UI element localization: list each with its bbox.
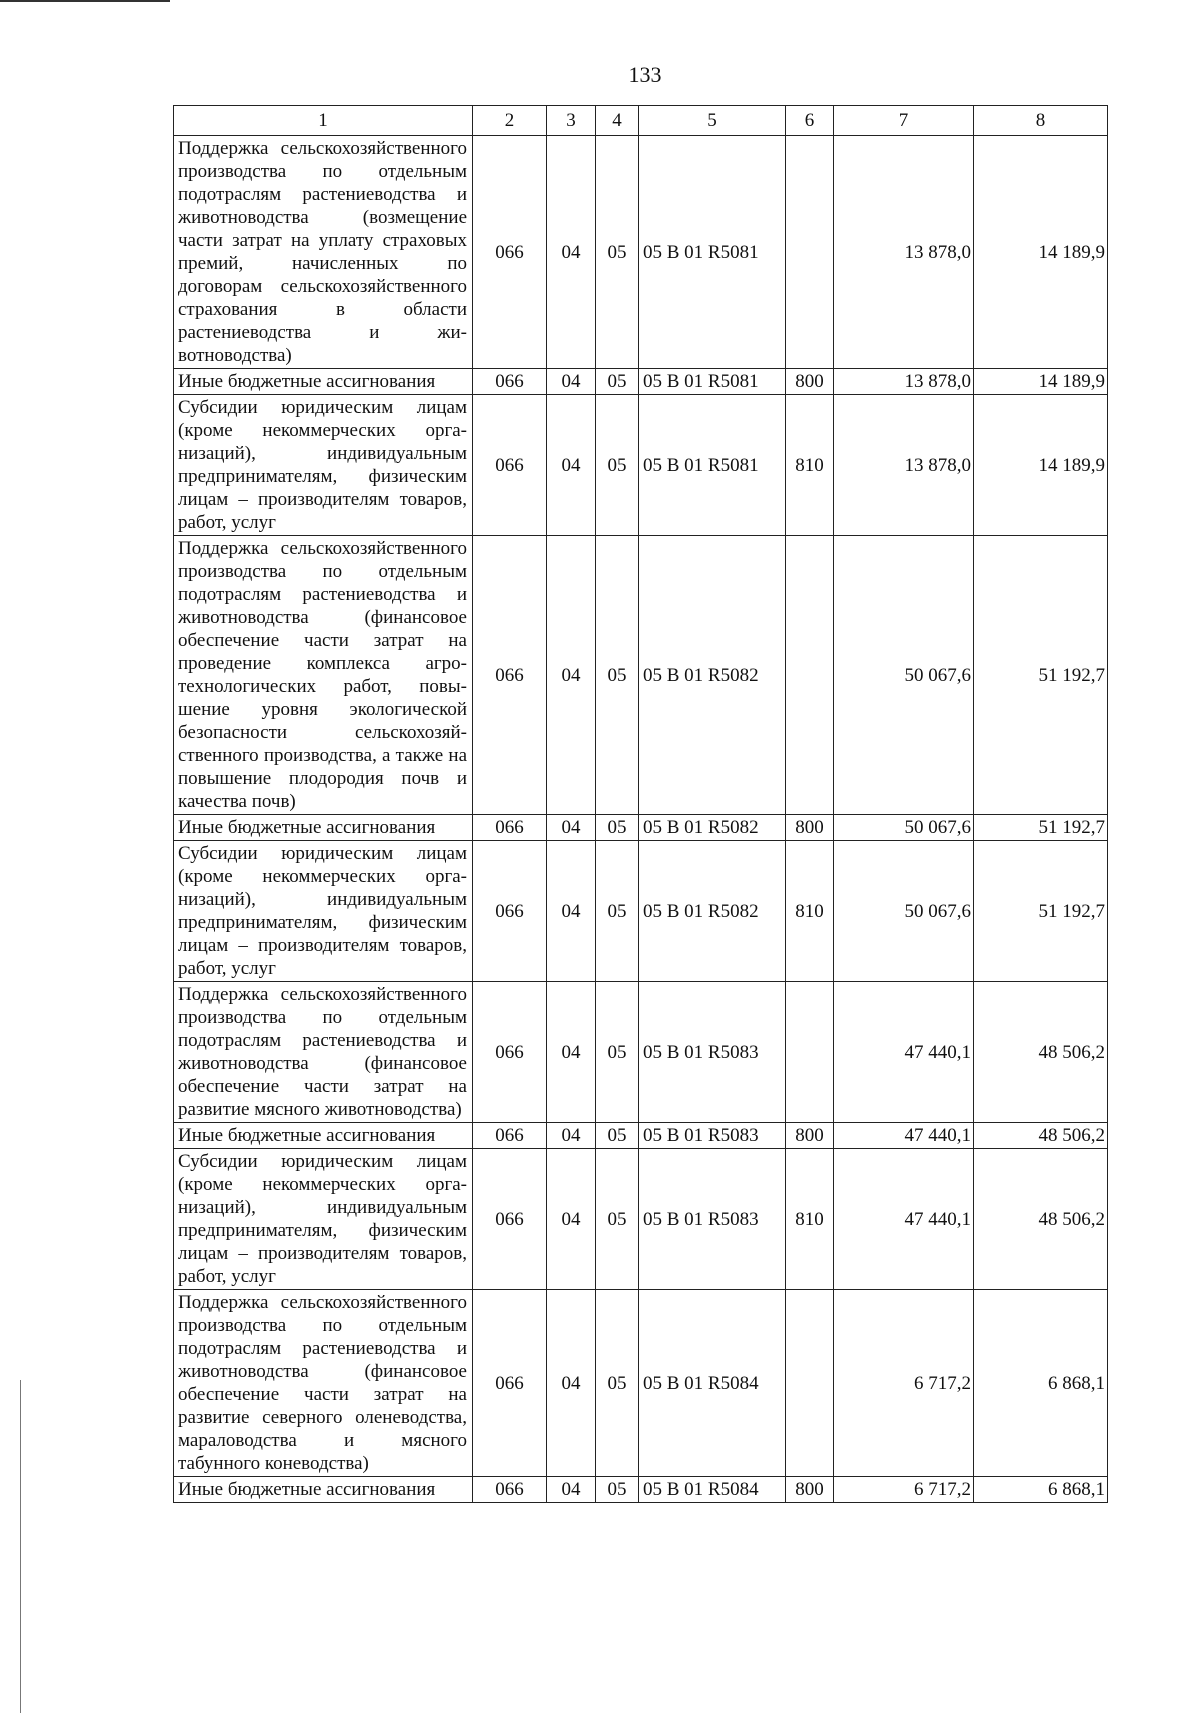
- table-row: [174, 815, 1108, 841]
- row-target-article-code: 05 В 01 R5083: [639, 1123, 786, 1149]
- page-number: 133: [628, 62, 662, 87]
- table-header: [174, 106, 1108, 136]
- row-expense-type-code: 800: [786, 1477, 834, 1503]
- row-target-article-code: 05 В 01 R5084: [639, 1290, 786, 1477]
- row-expense-type-code: [786, 536, 834, 815]
- row-section-code: 04: [547, 136, 596, 369]
- header-col-2: 2: [473, 106, 547, 136]
- row-ministry-code: 066: [473, 841, 547, 982]
- row-section-code: 04: [547, 536, 596, 815]
- row-amount-year-2: 14 189,9: [974, 395, 1108, 536]
- header-row: [174, 106, 1108, 136]
- row-amount-year-2: 14 189,9: [974, 136, 1108, 369]
- row-amount-year-1: 47 440,1: [834, 1123, 974, 1149]
- row-section-code: 04: [547, 1290, 596, 1477]
- row-ministry-code: 066: [473, 369, 547, 395]
- row-target-article-code: 05 В 01 R5082: [639, 536, 786, 815]
- row-subsection-code: 05: [596, 136, 639, 369]
- row-description: Иные бюджетные ассигнования: [174, 815, 473, 841]
- row-amount-year-2: 48 506,2: [974, 1123, 1108, 1149]
- row-section-code: 04: [547, 369, 596, 395]
- row-amount-year-2: 6 868,1: [974, 1290, 1108, 1477]
- budget-table-container: [173, 105, 1108, 1503]
- budget-table: [173, 105, 1108, 1503]
- row-subsection-code: 05: [596, 982, 639, 1123]
- row-description: Субсидии юридическим лицам (кроме некоммерческих организаций), индивидуальным предпринимателям, физическим лицам – производителям товаров, работ, услуг: [174, 395, 473, 536]
- row-expense-type-code: 810: [786, 841, 834, 982]
- row-ministry-code: 066: [473, 136, 547, 369]
- row-subsection-code: 05: [596, 1149, 639, 1290]
- row-ministry-code: 066: [473, 1123, 547, 1149]
- row-ministry-code: 066: [473, 1477, 547, 1503]
- row-target-article-code: 05 В 01 R5083: [639, 982, 786, 1123]
- table-row: [174, 536, 1108, 815]
- row-amount-year-1: 13 878,0: [834, 395, 974, 536]
- row-amount-year-2: 48 506,2: [974, 982, 1108, 1123]
- row-expense-type-code: 810: [786, 1149, 834, 1290]
- row-description: Поддержка сельскохозяйственного производства по отдельным подотраслям растениеводства и животноводства (финансовое обеспечение части затрат на развитие мясного животноводства): [174, 982, 473, 1123]
- row-section-code: 04: [547, 982, 596, 1123]
- row-amount-year-2: 48 506,2: [974, 1149, 1108, 1290]
- row-subsection-code: 05: [596, 1123, 639, 1149]
- row-amount-year-2: 51 192,7: [974, 841, 1108, 982]
- row-target-article-code: 05 В 01 R5081: [639, 395, 786, 536]
- header-col-6: 6: [786, 106, 834, 136]
- row-section-code: 04: [547, 395, 596, 536]
- row-expense-type-code: 800: [786, 369, 834, 395]
- row-description: Субсидии юридическим лицам (кроме некоммерческих организаций), индивидуальным предпринимателям, физическим лицам – производителям товаров, работ, услуг: [174, 841, 473, 982]
- row-subsection-code: 05: [596, 369, 639, 395]
- row-expense-type-code: [786, 982, 834, 1123]
- row-amount-year-2: 51 192,7: [974, 815, 1108, 841]
- row-amount-year-1: 13 878,0: [834, 369, 974, 395]
- row-target-article-code: 05 В 01 R5081: [639, 369, 786, 395]
- table-row: [174, 841, 1108, 982]
- row-target-article-code: 05 В 01 R5082: [639, 815, 786, 841]
- header-col-7: 7: [834, 106, 974, 136]
- header-col-5: 5: [639, 106, 786, 136]
- row-expense-type-code: 800: [786, 1123, 834, 1149]
- row-amount-year-1: 47 440,1: [834, 1149, 974, 1290]
- row-ministry-code: 066: [473, 1149, 547, 1290]
- row-description: Иные бюджетные ассигнования: [174, 1477, 473, 1503]
- row-target-article-code: 05 В 01 R5082: [639, 841, 786, 982]
- table-row: [174, 1149, 1108, 1290]
- row-expense-type-code: 810: [786, 395, 834, 536]
- row-section-code: 04: [547, 841, 596, 982]
- row-section-code: 04: [547, 1149, 596, 1290]
- row-description: Субсидии юридическим лицам (кроме некоммерческих организаций), индивидуальным предпринимателям, физическим лицам – производителям товаров, работ, услуг: [174, 1149, 473, 1290]
- table-row: [174, 395, 1108, 536]
- row-amount-year-2: 6 868,1: [974, 1477, 1108, 1503]
- row-ministry-code: 066: [473, 815, 547, 841]
- row-section-code: 04: [547, 1477, 596, 1503]
- table-row: [174, 1477, 1108, 1503]
- scan-edge-line: [0, 0, 170, 2]
- row-amount-year-1: 50 067,6: [834, 815, 974, 841]
- row-expense-type-code: 800: [786, 815, 834, 841]
- header-col-4: 4: [596, 106, 639, 136]
- row-amount-year-2: 51 192,7: [974, 536, 1108, 815]
- row-amount-year-1: 6 717,2: [834, 1477, 974, 1503]
- row-expense-type-code: [786, 1290, 834, 1477]
- row-amount-year-1: 13 878,0: [834, 136, 974, 369]
- row-amount-year-1: 50 067,6: [834, 841, 974, 982]
- row-ministry-code: 066: [473, 536, 547, 815]
- row-ministry-code: 066: [473, 395, 547, 536]
- row-subsection-code: 05: [596, 1477, 639, 1503]
- row-section-code: 04: [547, 815, 596, 841]
- row-subsection-code: 05: [596, 841, 639, 982]
- row-subsection-code: 05: [596, 395, 639, 536]
- table-row: [174, 369, 1108, 395]
- header-col-1: 1: [174, 106, 473, 136]
- header-col-3: 3: [547, 106, 596, 136]
- row-amount-year-1: 47 440,1: [834, 982, 974, 1123]
- row-description: Поддержка сельскохозяйственного производства по отдельным подотраслям растениеводства и животноводства (возмещение части затрат на уплату страховых премий, начисленных по договорам сельскохозяйственного страхования в области растениеводства и животноводства): [174, 136, 473, 369]
- row-amount-year-1: 6 717,2: [834, 1290, 974, 1477]
- row-description: Иные бюджетные ассигнования: [174, 369, 473, 395]
- row-expense-type-code: [786, 136, 834, 369]
- table-row: [174, 1123, 1108, 1149]
- row-subsection-code: 05: [596, 536, 639, 815]
- row-ministry-code: 066: [473, 982, 547, 1123]
- row-target-article-code: 05 В 01 R5081: [639, 136, 786, 369]
- table-body: [174, 136, 1108, 1503]
- scan-margin-line: [20, 1380, 21, 1713]
- row-amount-year-2: 14 189,9: [974, 369, 1108, 395]
- row-description: Поддержка сельскохозяйственного производства по отдельным подотраслям растениеводства и животноводства (финансовое обеспечение части затрат на проведение комплекса агротехнологических работ, повышение уровня экологической безопасности сельскохозяйственного производства, а также на повышение плодородия почв и качества почв): [174, 536, 473, 815]
- table-row: [174, 982, 1108, 1123]
- row-description: Поддержка сельскохозяйственного производства по отдельным подотраслям растениеводства и животноводства (финансовое обеспечение части затрат на развитие северного оленеводства, мараловодства и мясного табунного коневодства): [174, 1290, 473, 1477]
- row-subsection-code: 05: [596, 1290, 639, 1477]
- row-ministry-code: 066: [473, 1290, 547, 1477]
- table-row: [174, 136, 1108, 369]
- row-target-article-code: 05 В 01 R5083: [639, 1149, 786, 1290]
- header-col-8: 8: [974, 106, 1108, 136]
- row-target-article-code: 05 В 01 R5084: [639, 1477, 786, 1503]
- table-row: [174, 1290, 1108, 1477]
- row-amount-year-1: 50 067,6: [834, 536, 974, 815]
- row-section-code: 04: [547, 1123, 596, 1149]
- row-subsection-code: 05: [596, 815, 639, 841]
- row-description: Иные бюджетные ассигнования: [174, 1123, 473, 1149]
